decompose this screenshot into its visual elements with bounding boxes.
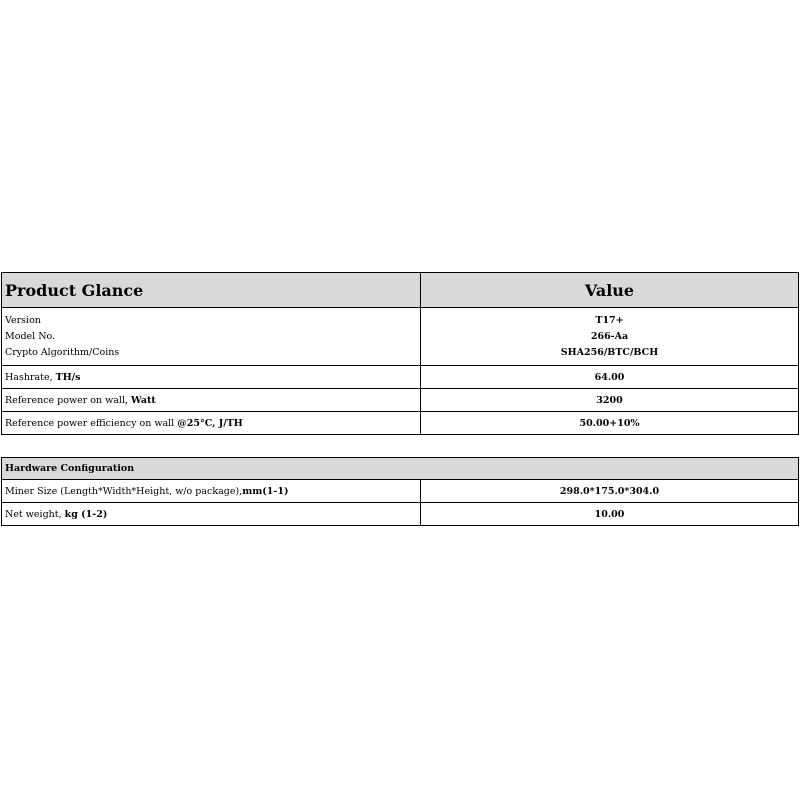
miner-size-unit: mm <box>242 485 263 497</box>
power-unit: Watt <box>131 394 156 406</box>
table-row <box>2 412 799 435</box>
table-header-row <box>2 458 799 480</box>
net-weight-unit: kg <box>64 508 78 520</box>
hashrate-value: 64.00 <box>421 366 799 389</box>
net-weight-value: 10.00 <box>421 503 799 526</box>
miner-size-label: Miner Size (Length*Width*Height, w/o package),mm(1-1) <box>2 480 421 503</box>
algorithm-value: SHA256/BTC/BCH <box>560 346 659 358</box>
spec-values-cell <box>421 308 799 366</box>
efficiency-value: 50.00+10% <box>421 412 799 435</box>
miner-size-value: 298.0*175.0*304.0 <box>421 480 799 503</box>
table-row <box>2 480 799 503</box>
product-glance-table <box>1 272 799 435</box>
hashrate-label: Hashrate, TH/s <box>2 366 421 389</box>
table-row <box>2 503 799 526</box>
spec-labels-cell <box>2 308 421 366</box>
algorithm-label: Crypto Algorithm/Coins <box>5 346 120 358</box>
version-label: Version <box>5 314 41 326</box>
miner-size-note: (1-1) <box>262 485 289 497</box>
hardware-configuration-title: Hardware Configuration <box>2 458 799 480</box>
efficiency-unit: @25°C, J/TH <box>177 417 243 429</box>
hashrate-unit: TH/s <box>55 371 81 383</box>
model-label: Model No. <box>5 330 56 342</box>
model-value: 266-Aa <box>590 330 629 342</box>
efficiency-label: Reference power efficiency on wall @25°C, J/TH <box>2 412 421 435</box>
product-glance-header: Product Glance <box>2 273 421 308</box>
power-value: 3200 <box>421 389 799 412</box>
power-label: Reference power on wall, Watt <box>2 389 421 412</box>
value-header: Value <box>421 273 799 308</box>
table-header-row <box>2 273 799 308</box>
table-row <box>2 308 799 366</box>
version-value: T17+ <box>595 314 624 326</box>
table-row <box>2 366 799 389</box>
net-weight-label: Net weight, kg (1-2) <box>2 503 421 526</box>
hardware-configuration-table <box>1 457 799 526</box>
table-row <box>2 389 799 412</box>
net-weight-note: (1-2) <box>77 508 108 520</box>
